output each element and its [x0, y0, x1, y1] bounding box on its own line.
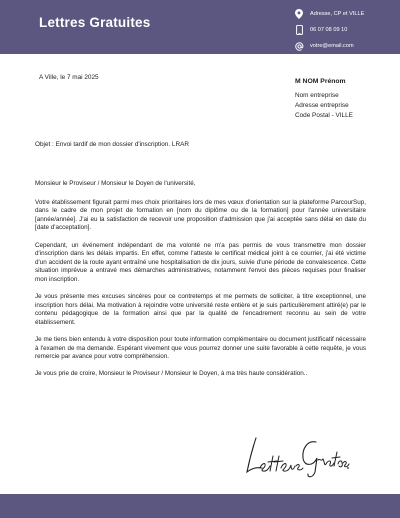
letter-salutation: Monsieur le Proviseur / Monsieur le Doyen de l'université,: [35, 180, 196, 187]
footer-band: [0, 494, 400, 518]
letter-paragraph: Cependant, un événement indépendant de ma volonté ne m'a pas permis de vous transmettre mon dossier d'inscription dans les délais impartis. En effet, comme l'atteste le certificat médical joint à ce courrier, j'ai été victime d'un accident de la route ayant entraîné une hospitalisation de dix jours, suivie d'une période de convalescence. Cette situation imprévue a entravé mes démarches administratives, notamment l'envoi des pièces requises pour finaliser mon inscription.: [35, 241, 366, 283]
letter-body: [35, 180, 366, 388]
letter-paragraph: Je me tiens bien entendu à votre disposition pour toute information complémentaire ou document justificatif nécessaire à l'examen de ma demande. Espérant vivement que vous pourrez donner une suite favorable à cette requête, je vous remercie par avance pour votre compréhension.: [35, 336, 366, 361]
place-date: A Ville, le 7 mai 2025: [39, 74, 99, 81]
contact-email-row: [294, 38, 364, 54]
phone-icon: [294, 25, 304, 35]
letter-closing: Je vous prie de croire, Monsieur le Proviseur / Monsieur le Doyen, à ma très haute considération..: [35, 370, 308, 378]
contact-phone-row: [294, 22, 364, 38]
letter-paragraph: Je vous présente mes excuses sincères pour ce contretemps et me permets de solliciter, à titre exceptionnel, une inscription hors délai. Ma motivation à rejoindre votre université reste entière et je suis particulièrement attiré(e) par le contenu pédagogique de la formation ainsi que par la qualité de l'encadrement reconnu au sein de votre établissement.: [35, 293, 366, 326]
at-sign-icon: [294, 41, 304, 51]
location-pin-icon: [294, 9, 304, 19]
recipient-postal: Code Postal - VILLE: [295, 112, 353, 119]
contact-address-row: [294, 6, 364, 22]
recipient-name: M NOM Prénom: [295, 78, 346, 85]
recipient-company: Nom entreprise: [295, 92, 339, 99]
letter-paragraph: Votre établissement figurait parmi mes choix prioritaires lors de mes vœux d'orientation sur la plateforme ParcourSup, dans le cadre de mon projet de formation en [nom du diplôme ou de la formation] pour l'année universitaire [année/année]. J'ai eu la satisfaction de recevoir une proposition d'admission que j'ai acceptée sans délai en date du [date d'acceptation].: [35, 198, 366, 232]
letter-object: Objet : Envoi tardif de mon dossier d'inscription. LRAR: [35, 141, 189, 148]
contact-address: Adresse, CP et VILLE: [310, 11, 365, 17]
contact-email: votre@email.com: [310, 43, 354, 49]
contact-block: [294, 6, 364, 54]
recipient-address: Adresse entreprise: [295, 102, 349, 109]
header-band: [0, 0, 400, 54]
contact-phone: 06 07 08 09 10: [310, 27, 348, 33]
brand-title: Lettres Gratuites: [39, 15, 151, 30]
handwritten-signature: [240, 432, 350, 485]
recipient-block: [295, 77, 353, 121]
